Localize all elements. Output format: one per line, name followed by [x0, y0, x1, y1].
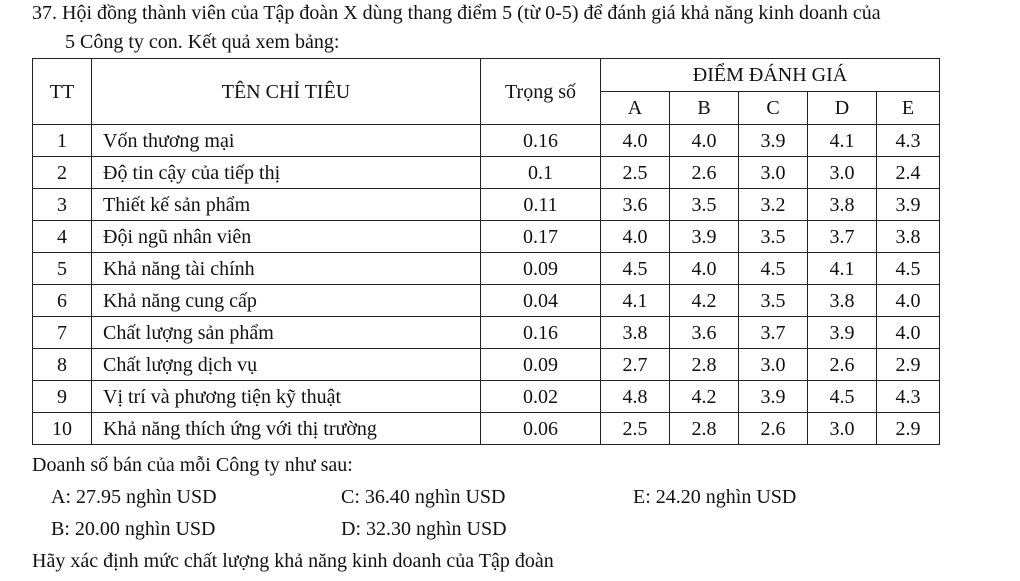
row-name: Thiết kế sản phẩm [92, 189, 481, 221]
row-weight: 0.09 [481, 349, 601, 381]
row-score-d: 3.8 [808, 285, 877, 317]
row-index: 9 [33, 381, 92, 413]
row-score-d: 3.7 [808, 221, 877, 253]
row-weight: 0.16 [481, 125, 601, 157]
row-name: Đội ngũ nhân viên [92, 221, 481, 253]
row-score-e: 2.9 [877, 413, 940, 445]
header-score-group: ĐIỂM ĐÁNH GIÁ [601, 59, 940, 92]
row-score-c: 3.7 [739, 317, 808, 349]
sales-company-e: E: 24.20 nghìn USD [633, 486, 797, 508]
question-text-line1: 37. Hội đồng thành viên của Tập đoàn X dùng thang điểm 5 (từ 0-5) để đánh giá khả năng kinh doanh của [32, 2, 881, 24]
sales-intro: Doanh số bán của mỗi Công ty như sau: [32, 454, 353, 476]
row-weight: 0.04 [481, 285, 601, 317]
row-score-b: 4.2 [670, 285, 739, 317]
row-score-a: 2.7 [601, 349, 670, 381]
row-score-b: 2.6 [670, 157, 739, 189]
row-index: 5 [33, 253, 92, 285]
row-index: 4 [33, 221, 92, 253]
row-score-b: 4.0 [670, 253, 739, 285]
sales-company-a: A: 27.95 nghìn USD [51, 486, 217, 508]
row-score-b: 4.2 [670, 381, 739, 413]
header-company-e: E [877, 92, 940, 125]
row-index: 3 [33, 189, 92, 221]
row-score-d: 2.6 [808, 349, 877, 381]
row-score-a: 4.1 [601, 285, 670, 317]
row-score-e: 3.9 [877, 189, 940, 221]
table-row [33, 349, 940, 381]
row-name: Khả năng thích ứng với thị trường [92, 413, 481, 445]
row-score-d: 4.1 [808, 253, 877, 285]
row-score-b: 3.9 [670, 221, 739, 253]
row-index: 10 [33, 413, 92, 445]
row-score-e: 2.4 [877, 157, 940, 189]
row-score-e: 3.8 [877, 221, 940, 253]
row-score-d: 3.9 [808, 317, 877, 349]
row-score-a: 3.8 [601, 317, 670, 349]
row-score-b: 3.5 [670, 189, 739, 221]
row-score-e: 4.3 [877, 381, 940, 413]
row-score-a: 4.5 [601, 253, 670, 285]
sales-company-d: D: 32.30 nghìn USD [341, 518, 507, 540]
header-company-d: D [808, 92, 877, 125]
row-weight: 0.16 [481, 317, 601, 349]
row-score-d: 3.0 [808, 413, 877, 445]
table-row [33, 317, 940, 349]
table-row [33, 253, 940, 285]
row-index: 8 [33, 349, 92, 381]
row-score-d: 4.5 [808, 381, 877, 413]
header-company-b: B [670, 92, 739, 125]
row-score-a: 3.6 [601, 189, 670, 221]
row-index: 7 [33, 317, 92, 349]
table-row [33, 285, 940, 317]
row-name: Chất lượng sản phẩm [92, 317, 481, 349]
row-score-d: 4.1 [808, 125, 877, 157]
evaluation-table [32, 58, 940, 445]
question-text-line2: 5 Công ty con. Kết quả xem bảng: [65, 31, 340, 53]
row-score-e: 2.9 [877, 349, 940, 381]
row-score-c: 3.0 [739, 349, 808, 381]
row-weight: 0.02 [481, 381, 601, 413]
row-score-b: 4.0 [670, 125, 739, 157]
header-name: TÊN CHỈ TIÊU [92, 59, 481, 125]
row-index: 1 [33, 125, 92, 157]
row-weight: 0.09 [481, 253, 601, 285]
row-name: Độ tin cậy của tiếp thị [92, 157, 481, 189]
row-score-d: 3.0 [808, 157, 877, 189]
header-company-a: A [601, 92, 670, 125]
table-row [33, 413, 940, 445]
row-score-c: 4.5 [739, 253, 808, 285]
table-row [33, 125, 940, 157]
row-score-b: 3.6 [670, 317, 739, 349]
row-score-a: 4.0 [601, 221, 670, 253]
row-score-a: 2.5 [601, 413, 670, 445]
row-score-a: 2.5 [601, 157, 670, 189]
header-weight: Trọng số [481, 59, 601, 125]
row-score-b: 2.8 [670, 349, 739, 381]
row-weight: 0.11 [481, 189, 601, 221]
table-row [33, 189, 940, 221]
table-row [33, 221, 940, 253]
row-score-c: 2.6 [739, 413, 808, 445]
row-weight: 0.06 [481, 413, 601, 445]
row-score-e: 4.5 [877, 253, 940, 285]
row-weight: 0.1 [481, 157, 601, 189]
row-score-d: 3.8 [808, 189, 877, 221]
row-name: Vốn thương mại [92, 125, 481, 157]
row-score-c: 3.2 [739, 189, 808, 221]
row-name: Chất lượng dịch vụ [92, 349, 481, 381]
sales-company-c: C: 36.40 nghìn USD [341, 486, 506, 508]
row-score-c: 3.9 [739, 125, 808, 157]
row-score-a: 4.8 [601, 381, 670, 413]
task-text: Hãy xác định mức chất lượng khả năng kinh doanh của Tập đoàn [32, 550, 554, 572]
row-weight: 0.17 [481, 221, 601, 253]
row-score-b: 2.8 [670, 413, 739, 445]
row-score-c: 3.5 [739, 221, 808, 253]
row-index: 6 [33, 285, 92, 317]
table-body [33, 125, 940, 445]
row-score-c: 3.9 [739, 381, 808, 413]
row-score-e: 4.0 [877, 285, 940, 317]
row-score-c: 3.0 [739, 157, 808, 189]
row-name: Khả năng tài chính [92, 253, 481, 285]
header-tt: TT [33, 59, 92, 125]
table-row [33, 381, 940, 413]
row-score-c: 3.5 [739, 285, 808, 317]
row-score-a: 4.0 [601, 125, 670, 157]
row-name: Vị trí và phương tiện kỹ thuật [92, 381, 481, 413]
sales-company-b: B: 20.00 nghìn USD [51, 518, 216, 540]
row-score-e: 4.3 [877, 125, 940, 157]
row-score-e: 4.0 [877, 317, 940, 349]
table-row [33, 157, 940, 189]
row-index: 2 [33, 157, 92, 189]
row-name: Khả năng cung cấp [92, 285, 481, 317]
header-company-c: C [739, 92, 808, 125]
